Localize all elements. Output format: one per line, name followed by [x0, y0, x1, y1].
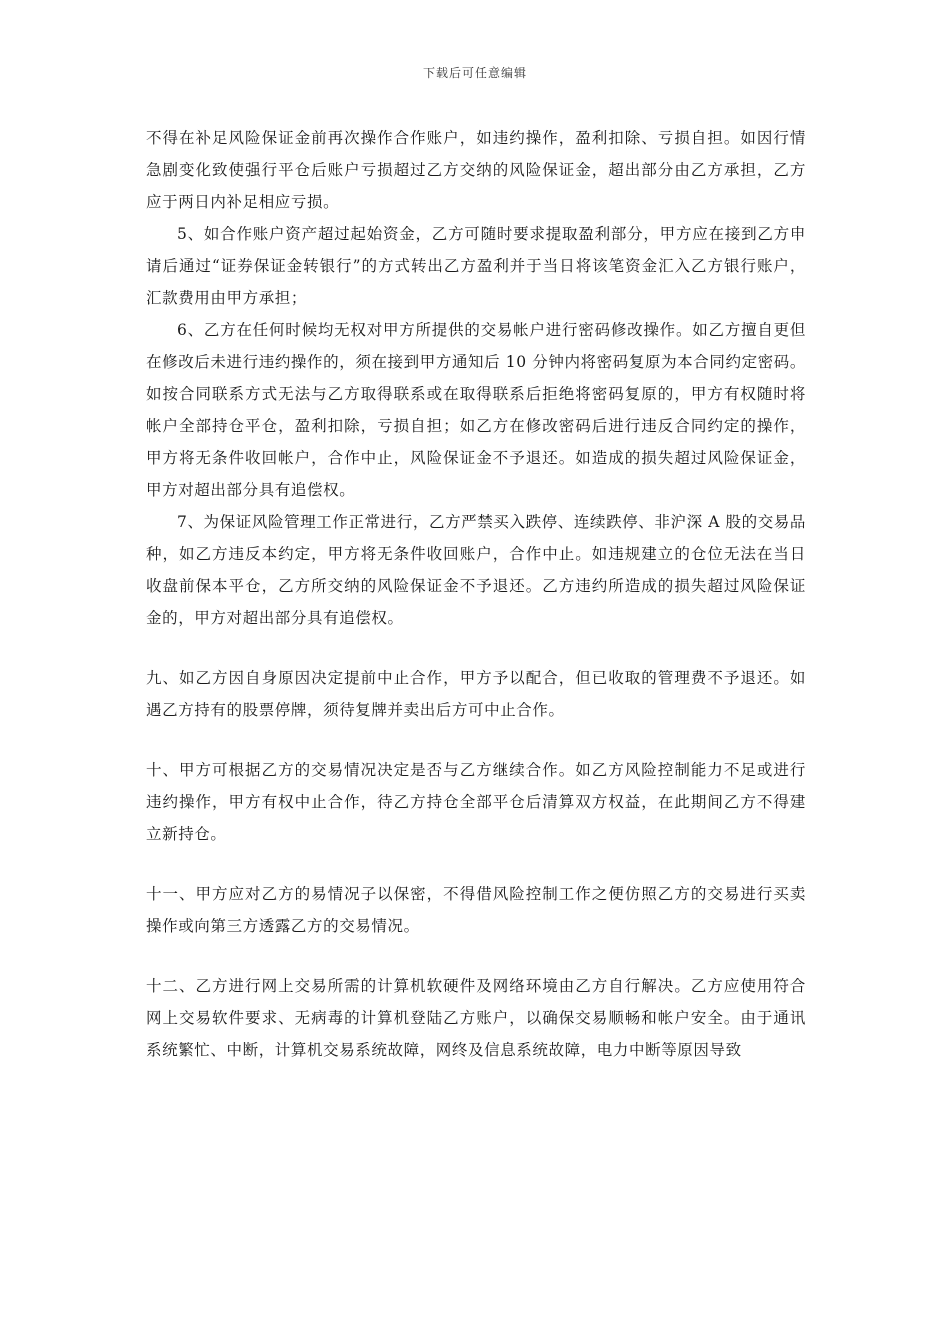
header-note: 下载后可任意编辑 — [422, 66, 527, 80]
paragraph-article-11: 十一、甲方应对乙方的易情况子以保密，不得借风险控制工作之便仿照乙方的交易进行买卖操作或向第三方透露乙方的交易情况。 — [146, 885, 806, 935]
paragraph-article-10: 十、甲方可根据乙方的交易情况决定是否与乙方继续合作。如乙方风险控制能力不足或进行违约操作，甲方有权中止合作，待乙方持仓全部平仓后清算双方权益，在此期间乙方不得建立新持仓。 — [146, 761, 806, 843]
paragraph-clause-5: 5、如合作账户资产超过起始资金，乙方可随时要求提取盈利部分，甲方应在接到乙方申请后通过“证券保证金转银行”的方式转出乙方盈利并于当日将该笔资金汇入乙方银行账户，汇款费用由甲方承担； — [146, 225, 806, 307]
paragraph-article-9: 九、如乙方因自身原因决定提前中止合作，甲方予以配合，但已收取的管理费不予退还。如遇乙方持有的股票停牌，须待复牌并卖出后方可中止合作。 — [146, 669, 806, 719]
paragraph-continuation: 不得在补足风险保证金前再次操作合作账户，如违约操作，盈利扣除、亏损自担。如因行情急剧变化致使强行平仓后账户亏损超过乙方交纳的风险保证金，超出部分由乙方承担，乙方应于两日内补足相应亏损。 — [146, 129, 806, 211]
paragraph-article-12: 十二、乙方进行网上交易所需的计算机软硬件及网络环境由乙方自行解决。乙方应使用符合网上交易软件要求、无病毒的计算机登陆乙方账户，以确保交易顺畅和帐户安全。由于通讯系统繁忙、中断，计算机交易系统故障，网终及信息系统故障，电力中断等原因导致 — [146, 977, 806, 1059]
paragraph-clause-6: 6、乙方在任何时候均无权对甲方所提供的交易帐户进行密码修改操作。如乙方擅自更但在修改后未进行违约操作的，须在接到甲方通知后 10 分钟内将密码复原为本合同约定密码。如按合同联系方式无法与乙方取得联系或在取得联系后拒绝将密码复原的，甲方有权随时将帐户全部持仓平仓，盈利扣除，亏损自担；如乙方在修改密码后进行违反合同约定的操作，甲方将无条件收回帐户，合作中止，风险保证金不予退还。如造成的损失超过风险保证金，甲方对超出部分具有追偿权。 — [146, 321, 806, 499]
document-body — [146, 122, 806, 1066]
paragraph-clause-7: 7、为保证风险管理工作正常进行，乙方严禁买入跌停、连续跌停、非沪深 A 股的交易品种，如乙方违反本约定，甲方将无条件收回账户，合作中止。如违规建立的仓位无法在当日收盘前保本平仓，乙方所交纳的风险保证金不予退还。乙方违约所造成的损失超过风险保证金的，甲方对超出部分具有追偿权。 — [146, 513, 807, 627]
